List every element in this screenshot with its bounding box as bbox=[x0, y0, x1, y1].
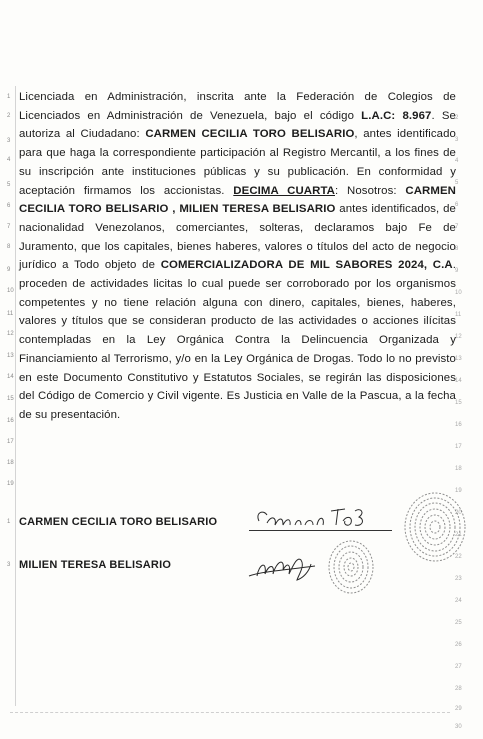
line-number: 5 bbox=[7, 182, 11, 188]
line-number: 14 bbox=[7, 374, 14, 380]
line-number: 6 bbox=[455, 202, 459, 208]
line-number: 25 bbox=[455, 620, 462, 626]
clause-title: DECIMA CUARTA bbox=[233, 184, 335, 197]
line-number: 13 bbox=[7, 353, 14, 359]
line-number: 4 bbox=[455, 158, 459, 164]
line-number: 8 bbox=[7, 244, 11, 250]
line-number: 15 bbox=[7, 396, 14, 402]
line-number: 10 bbox=[455, 290, 462, 296]
line-number: 3 bbox=[7, 562, 11, 568]
page-footer-rule bbox=[10, 712, 450, 713]
text-segment: . proceden de actividades licitas lo cual puede ser corroborado por los organismos competentes y no tiene relación alguna con dinero, capitales, bienes, haberes, valores y títulos que se consideran producto de las actividades o acciones ilícitas contempladas en la Ley Orgánica Contra la Delincuencia Organizada y Financiamiento al Terrorismo, y/o en la Ley Orgánica de Drogas. Todo lo no previsto en este Documento Constitutivo y Estatutos Sociales, se regirán las disposiciones del Código de Comercio y Civil vigente. Es Justicia en Valle de la Pascua, a la fecha de su presentación. bbox=[19, 259, 456, 421]
text-segment: Licenciada en Administración, inscrita ante la Federación de Colegios de Licenciados en Administración de Venezuela, bajo el código bbox=[19, 91, 456, 122]
signer-2-name: MILIEN TERESA BELISARIO bbox=[19, 559, 172, 571]
line-number: 7 bbox=[455, 224, 459, 230]
line-number: 2 bbox=[455, 115, 459, 121]
text-segment: , antes identificado para que haga la correspondiente participación al Registro Mercantil, a los fines de su inscripción ante instituciones públicas y su publicación. En conformidad y aceptación firmamos los accionistas. bbox=[19, 128, 456, 197]
line-number: 16 bbox=[455, 422, 462, 428]
line-number: 21 bbox=[455, 532, 462, 538]
line-number: 1 bbox=[7, 519, 11, 525]
line-number: 19 bbox=[7, 481, 14, 487]
line-number: 29 bbox=[455, 706, 462, 712]
line-number: 30 bbox=[455, 724, 462, 730]
line-number: 3 bbox=[7, 138, 11, 144]
company-name: COMERCIALIZADORA DE MIL SABORES 2024, C.A bbox=[160, 259, 453, 272]
line-number: 22 bbox=[455, 554, 462, 560]
line-number: 11 bbox=[7, 311, 14, 317]
signature-2-handwriting bbox=[245, 550, 325, 586]
line-number: 12 bbox=[7, 331, 14, 337]
line-number: 23 bbox=[455, 576, 462, 582]
right-line-numbers bbox=[455, 0, 477, 739]
line-number: 27 bbox=[455, 664, 462, 670]
line-number: 11 bbox=[455, 312, 462, 318]
line-number: 9 bbox=[455, 268, 459, 274]
line-number: 10 bbox=[7, 288, 14, 294]
line-number: 1 bbox=[7, 94, 11, 100]
fingerprint-2 bbox=[325, 538, 377, 596]
text-segment: antes identificados, de nacionalidad Venezolanos, comerciantes, solteras, declaramos bajo Fe de Juramento, que los capitales, bienes haberes, valores o títulos del acto de negocio jurídico a Todo objeto de bbox=[19, 203, 456, 272]
text-segment: . Se autoriza al Ciudadano: bbox=[19, 109, 456, 141]
fingerprint-1 bbox=[399, 487, 471, 565]
line-number: 17 bbox=[455, 444, 462, 450]
line-number: 9 bbox=[7, 267, 11, 273]
signature-1-handwriting bbox=[253, 503, 373, 533]
line-number: 12 bbox=[455, 334, 462, 340]
line-number: 5 bbox=[455, 180, 459, 186]
signer-1-name: CARMEN CECILIA TORO BELISARIO bbox=[19, 516, 218, 528]
line-number: 18 bbox=[7, 460, 14, 466]
line-number: 2 bbox=[7, 113, 11, 119]
line-number: 17 bbox=[7, 439, 14, 445]
line-number: 28 bbox=[455, 686, 462, 692]
partners-names: CARMEN CECILIA TORO BELISARIO , MILIEN TERESA BELISARIO bbox=[19, 184, 456, 216]
line-number: 6 bbox=[7, 203, 11, 209]
authorized-name: CARMEN CECILIA TORO BELISARIO bbox=[145, 128, 355, 141]
line-number: 19 bbox=[455, 488, 462, 494]
line-number: 16 bbox=[7, 418, 14, 424]
line-number: 8 bbox=[455, 246, 459, 252]
text-segment: : Nosotros: bbox=[335, 184, 406, 197]
line-number: 3 bbox=[455, 137, 459, 143]
line-number: 4 bbox=[7, 157, 11, 163]
lac-code: L.A.C: 8.967 bbox=[361, 109, 432, 122]
line-number: 14 bbox=[455, 378, 462, 384]
line-number: 24 bbox=[455, 598, 462, 604]
line-number: 18 bbox=[455, 466, 462, 472]
line-number: 15 bbox=[455, 400, 462, 406]
line-number: 7 bbox=[7, 224, 11, 230]
line-number: 20 bbox=[455, 510, 462, 516]
line-number: 26 bbox=[455, 642, 462, 648]
line-number: 13 bbox=[455, 356, 462, 362]
